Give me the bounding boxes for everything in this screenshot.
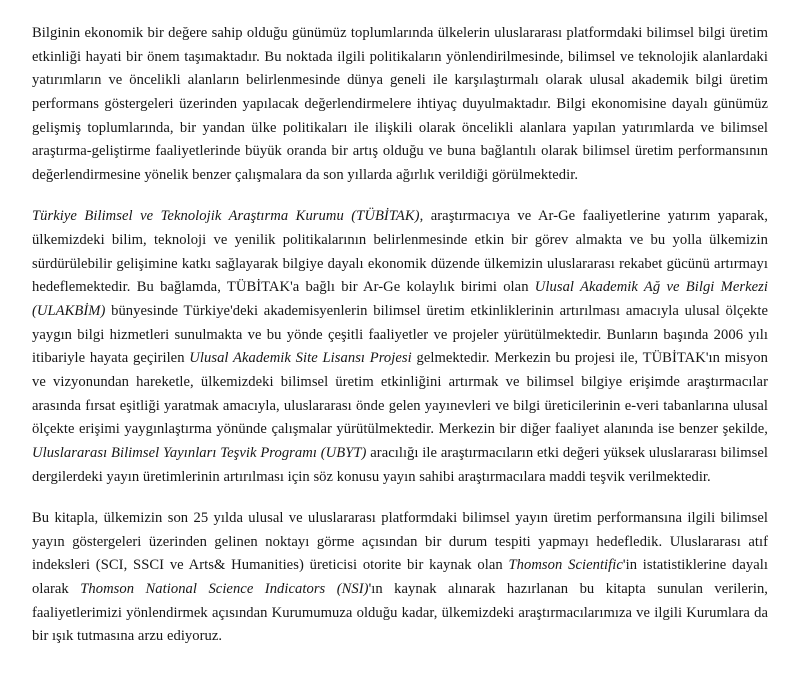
emphasized-text: Uluslararası Bilimsel Yayınları Teşvik Programı (UBYT) <box>32 444 367 461</box>
text-run: , araştırmacıya ve Ar-Ge faaliyetlerine yatırım yaparak, ülkemizdeki bilim, teknoloji ve yenilik politikalarının belirlenmesinde etkin bir görev almakta ve bu yolla ülkemizin sürdürülebilir gelişimine katkı sağlayarak bilgiye dayalı ekonomik düzende ülkemizin uluslararası rekabet gücünü artırmayı hedeflemektedir. Bu bağlamda, TÜBİTAK'a bağlı bir Ar-Ge kolaylık birimi olan <box>32 208 768 296</box>
emphasized-text: Thomson Scientific <box>508 557 623 574</box>
paragraph-3 <box>32 507 768 649</box>
emphasized-text: Ulusal Akademik Site Lisansı Projesi <box>189 350 412 367</box>
emphasized-text: Ulusal Akademik Ağ ve Bilgi Merkezi (ULAKBİM) <box>32 279 768 320</box>
text-run: gelmektedir. Merkezin bu projesi ile, TÜBİTAK'ın misyon ve vizyonundan hareketle, ülkemizdeki bilimsel üretim etkinliğini artırmak ve bilimsel bilgiye erişimde araştırmacılar arasında fırsat eşitliği yaratmak amacıyla, uluslararası önde gelen yayınevleri ve bilgi üreticilerinin e-veri tabanlarına ulusal ölçekte erişimi yaygınlaştırma yönünde çalışmalar yürütülmektedir. Merkezin bir diğer faaliyet alanında ise benzer şekilde, <box>32 350 768 438</box>
paragraph-1 <box>32 22 768 187</box>
text-run: bünyesinde Türkiye'deki akademisyenlerin bilimsel üretim etkinliklerinin artırılması amacıyla ulusal ölçekte yaygın bilgi hizmetleri sunulmakta ve bu yönde çeşitli faaliyetler ve projeler yürütülmektedir. Bunların başında 2006 yılı itibariyle hayata geçirilen <box>32 303 768 367</box>
emphasized-text: Thomson National Science Indicators (NSI) <box>80 581 369 598</box>
text-run: Bu kitapla, ülkemizin son 25 yılda ulusal ve uluslararası platformdaki bilimsel yayın üretim performansına ilgili bilimsel yayın göstergeleri üzerinden gelinen noktayı görme açısından bir durum tespiti yapmayı hedefledik. Uluslararası atıf indeksleri (SCI, SSCI ve Arts& Humanities) üreticisi otorite bir kaynak olan <box>32 510 768 574</box>
paragraph-2 <box>32 205 768 489</box>
emphasized-text: Türkiye Bilimsel ve Teknolojik Araştırma Kurumu (TÜBİTAK) <box>32 208 420 225</box>
text-run: 'ın kaynak alınarak hazırlanan bu kitapta sunulan verilerin, faaliyetlerimizi yönlendirmek açısından Kurumumuza olduğu kadar, ülkemizdeki araştırmacılarımıza ve ilgili Kurumlara da bir ışık tutmasına arzu ediyoruz. <box>32 581 768 645</box>
text-run: Bilginin ekonomik bir değere sahip olduğu günümüz toplumlarında ülkelerin uluslararası platformdaki bilimsel bilgi üretim etkinliği hayati bir önem taşımaktadır. Bu noktada ilgili politikaların yönlendirilmesinde, bilimsel ve teknolojik alanlardaki yatırımların ve öncelikli alanların belirlenmesinde dünya geneli ile karşılaştırmalı olarak ulusal akademik bilgi üretim performans göstergeleri üzerinden yapılacak değerlendirmelere ihtiyaç duyulmaktadır. Bilgi ekonomisine dayalı günümüz gelişmiş toplumlarında, bir yandan ülke politikaları ile ilişkili olarak öncelikli alanlara yapılan yatırımlarda ve bilimsel araştırma-geliştirme faaliyetlerinde büyük oranda bir artış olduğu ve buna bağlantılı olarak bilimsel üretim performansının değerlendirmesine yönelik benzer çalışmalara da son yıllarda ağırlık verildiği görülmektedir. <box>32 25 768 183</box>
text-run: aracılığı ile araştırmacıların etki değeri yüksek uluslararası bilimsel dergilerdeki yayın üretimlerinin artırılması için söz konusu yayın sahibi araştırmacılara maddi teşvik verilmektedir. <box>32 444 769 485</box>
document-body <box>32 22 768 649</box>
text-run: 'in istatistiklerine dayalı olarak <box>32 557 769 598</box>
